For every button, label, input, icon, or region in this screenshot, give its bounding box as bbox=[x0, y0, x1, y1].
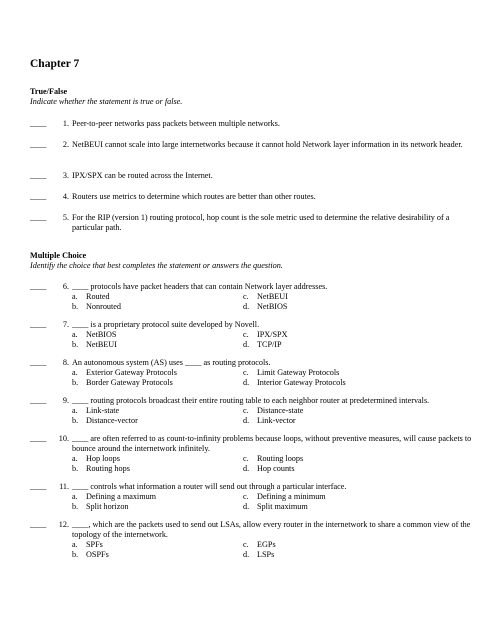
choice-text: OSPFs bbox=[86, 550, 109, 559]
choice-text: Split maximum bbox=[257, 502, 308, 511]
answer-blank[interactable]: ____ bbox=[30, 213, 47, 222]
choice-letter: b. bbox=[72, 302, 79, 311]
choice-letter: a. bbox=[72, 492, 78, 501]
question-text: Peer-to-peer networks pass packets between multiple networks. bbox=[72, 119, 280, 128]
answer-blank[interactable]: ____ bbox=[30, 396, 47, 405]
question-text: ____ routing protocols broadcast their entire routing table to each neighbor router at predetermined intervals. bbox=[72, 396, 430, 405]
choice-text: Defining a maximum bbox=[86, 492, 157, 501]
choice-letter: d. bbox=[243, 378, 250, 387]
choice-text: Exterior Gateway Protocols bbox=[86, 368, 177, 377]
section-title-true-false: True/False bbox=[30, 87, 68, 96]
section-instructions-multiple-choice: Identify the choice that best completes the statement or answers the question. bbox=[30, 261, 283, 270]
choice-text: EGPs bbox=[257, 540, 276, 549]
choice-text: Hop counts bbox=[257, 464, 295, 473]
choice-letter: c. bbox=[243, 492, 249, 501]
question-number: 8. bbox=[62, 358, 69, 367]
choice-text: Border Gateway Protocols bbox=[86, 378, 173, 387]
choice-letter: b. bbox=[72, 340, 79, 349]
answer-blank[interactable]: ____ bbox=[30, 434, 47, 443]
choice-letter: d. bbox=[243, 502, 250, 511]
choice-text: Nonrouted bbox=[86, 302, 122, 311]
section-instructions-true-false: Indicate whether the statement is true or false. bbox=[30, 97, 183, 106]
choice-letter: a. bbox=[72, 292, 78, 301]
question-number: 6. bbox=[62, 282, 69, 291]
choice-text: Routing loops bbox=[257, 454, 304, 463]
choice-text: Split horizon bbox=[86, 502, 129, 511]
choice-text: Hop loops bbox=[86, 454, 120, 463]
question-text: ____, which are the packets used to send out LSAs, allow every router in the internetwork to share a common view of the topology of the internetwork. bbox=[72, 520, 471, 539]
question-text: ____ controls what information a router will send out through a particular interface. bbox=[72, 482, 347, 491]
question-number: 2. bbox=[62, 140, 69, 149]
choice-letter: a. bbox=[72, 406, 78, 415]
question-text: ____ are often referred to as count-to-infinity problems because loops, without preventive measures, will cause packets to bounce around the internetwork infinitely. bbox=[72, 434, 472, 453]
choice-text: TCP/IP bbox=[257, 340, 282, 349]
choice-letter: c. bbox=[243, 540, 249, 549]
answer-blank[interactable]: ____ bbox=[30, 358, 47, 367]
question-number: 5. bbox=[62, 213, 69, 222]
choice-text: Routed bbox=[86, 292, 110, 301]
question-text: For the RIP (version 1) routing protocol, hop count is the sole metric used to determine the relative desirability of a particular path. bbox=[72, 213, 450, 232]
answer-blank[interactable]: ____ bbox=[30, 320, 47, 329]
question-number: 9. bbox=[62, 396, 69, 405]
question-text: IPX/SPX can be routed across the Internet. bbox=[72, 171, 213, 180]
choice-letter: b. bbox=[72, 378, 79, 387]
answer-blank[interactable]: ____ bbox=[30, 119, 47, 128]
choice-text: Limit Gateway Protocols bbox=[257, 368, 340, 377]
question-number: 4. bbox=[62, 192, 69, 201]
answer-blank[interactable]: ____ bbox=[30, 520, 47, 529]
choice-letter: c. bbox=[243, 368, 249, 377]
choice-text: Defining a minimum bbox=[257, 492, 326, 501]
chapter-title: Chapter 7 bbox=[30, 58, 80, 70]
choice-letter: d. bbox=[243, 464, 250, 473]
choice-text: NetBEUI bbox=[86, 340, 117, 349]
choice-letter: b. bbox=[72, 464, 79, 473]
choice-letter: d. bbox=[243, 340, 250, 349]
choice-text: Interior Gateway Protocols bbox=[257, 378, 346, 387]
choice-letter: a. bbox=[72, 368, 78, 377]
choice-text: IPX/SPX bbox=[257, 330, 288, 339]
choice-letter: b. bbox=[72, 550, 79, 559]
choice-letter: c. bbox=[243, 406, 249, 415]
answer-blank[interactable]: ____ bbox=[30, 171, 47, 180]
choice-letter: c. bbox=[243, 330, 249, 339]
question-text: ____ protocols have packet headers that can contain Network layer addresses. bbox=[72, 282, 328, 291]
choice-text: SPFs bbox=[86, 540, 103, 549]
question-number: 11. bbox=[59, 482, 69, 491]
choice-letter: a. bbox=[72, 540, 78, 549]
choice-text: NetBIOS bbox=[86, 330, 117, 339]
choice-letter: d. bbox=[243, 302, 250, 311]
question-number: 10. bbox=[58, 434, 69, 443]
choice-letter: a. bbox=[72, 330, 78, 339]
choice-text: LSPs bbox=[257, 550, 275, 559]
question-text: Routers use metrics to determine which routes are better than other routes. bbox=[72, 192, 316, 201]
section-title-multiple-choice: Multiple Choice bbox=[30, 251, 87, 260]
question-number: 3. bbox=[62, 171, 69, 180]
choice-letter: a. bbox=[72, 454, 78, 463]
choice-text: Distance-state bbox=[257, 406, 304, 415]
question-number: 7. bbox=[62, 320, 69, 329]
choice-letter: b. bbox=[72, 502, 79, 511]
answer-blank[interactable]: ____ bbox=[30, 192, 47, 201]
choice-text: Link-state bbox=[86, 406, 120, 415]
question-number: 1. bbox=[62, 119, 69, 128]
choice-letter: c. bbox=[243, 454, 249, 463]
choice-letter: d. bbox=[243, 550, 250, 559]
question-text: An autonomous system (AS) uses ____ as routing protocols. bbox=[72, 358, 271, 367]
choice-letter: b. bbox=[72, 416, 79, 425]
answer-blank[interactable]: ____ bbox=[30, 140, 47, 149]
question-text: ____ is a proprietary protocol suite developed by Novell. bbox=[72, 320, 260, 329]
question-number: 12. bbox=[58, 520, 69, 529]
answer-blank[interactable]: ____ bbox=[30, 282, 47, 291]
choice-text: Routing hops bbox=[86, 464, 130, 473]
choice-text: NetBEUI bbox=[257, 292, 288, 301]
question-text: NetBEUI cannot scale into large internetworks because it cannot hold Network layer information in its network header. bbox=[72, 140, 463, 149]
choice-letter: c. bbox=[243, 292, 249, 301]
answer-blank[interactable]: ____ bbox=[30, 482, 47, 491]
choice-text: NetBIOS bbox=[257, 302, 288, 311]
choice-letter: d. bbox=[243, 416, 250, 425]
choice-text: Distance-vector bbox=[86, 416, 138, 425]
choice-text: Link-vector bbox=[257, 416, 296, 425]
